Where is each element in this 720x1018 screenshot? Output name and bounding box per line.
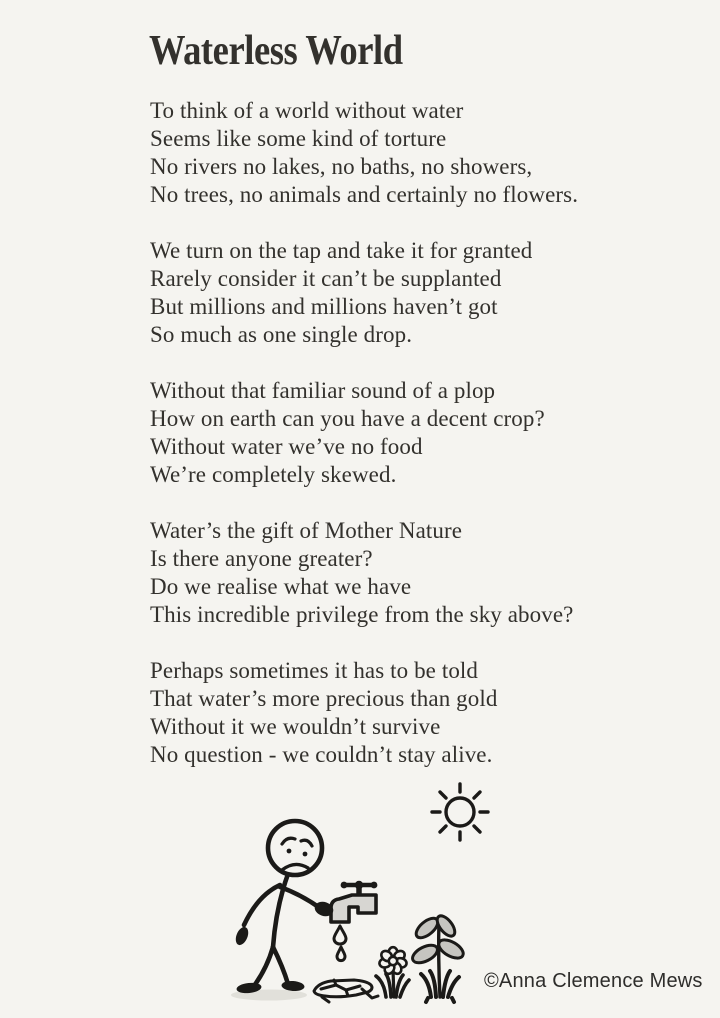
poem-line: Rarely consider it can’t be supplanted: [150, 266, 502, 291]
sun-icon: [432, 784, 488, 840]
water-drops-icon: [334, 926, 346, 961]
poem-line: No trees, no animals and certainly no flowers.: [150, 182, 579, 207]
poem-line: We’re completely skewed.: [150, 462, 397, 487]
poem-line: Perhaps sometimes it has to be told: [150, 658, 479, 683]
poem-line: No question - we couldn’t stay alive.: [150, 742, 493, 767]
drought-illustration: [225, 775, 510, 1010]
flower-icon: [376, 947, 409, 997]
stanza: [150, 97, 578, 209]
poem-line: Water’s the gift of Mother Nature: [150, 518, 463, 543]
poem-line: But millions and millions haven’t got: [150, 294, 498, 319]
poem-line: Is there anyone greater?: [150, 546, 373, 571]
tap-icon: [313, 881, 378, 922]
stanza: [150, 237, 578, 349]
poem-line: Do we realise what we have: [150, 574, 412, 599]
poem-line: That water’s more precious than gold: [150, 686, 498, 711]
stick-figure: [233, 821, 322, 994]
poem-line: This incredible privilege from the sky above?: [150, 602, 574, 627]
poem-line: Without water we’ve no food: [150, 434, 423, 459]
page-title: Waterless World: [149, 28, 403, 74]
poem-line: How on earth can you have a decent crop?: [150, 406, 545, 431]
author-credit: ©Anna Clemence Mews: [484, 970, 703, 992]
poem-body: [150, 97, 578, 797]
stanza: [150, 657, 578, 769]
stanza: [150, 517, 578, 629]
poem-line: To think of a world without water: [150, 98, 464, 123]
poem-line: Seems like some kind of torture: [150, 126, 447, 151]
figure-head: [268, 821, 322, 875]
plant-icon: [410, 913, 466, 1002]
poem-line: We turn on the tap and take it for granted: [150, 238, 533, 263]
stanza: [150, 377, 578, 489]
poem-line: No rivers no lakes, no baths, no showers,: [150, 154, 533, 179]
poem-line: So much as one single drop.: [150, 322, 413, 347]
cracked-ground-icon: [314, 980, 378, 1002]
poem-line: Without it we wouldn’t survive: [150, 714, 441, 739]
poem-line: Without that familiar sound of a plop: [150, 378, 496, 403]
